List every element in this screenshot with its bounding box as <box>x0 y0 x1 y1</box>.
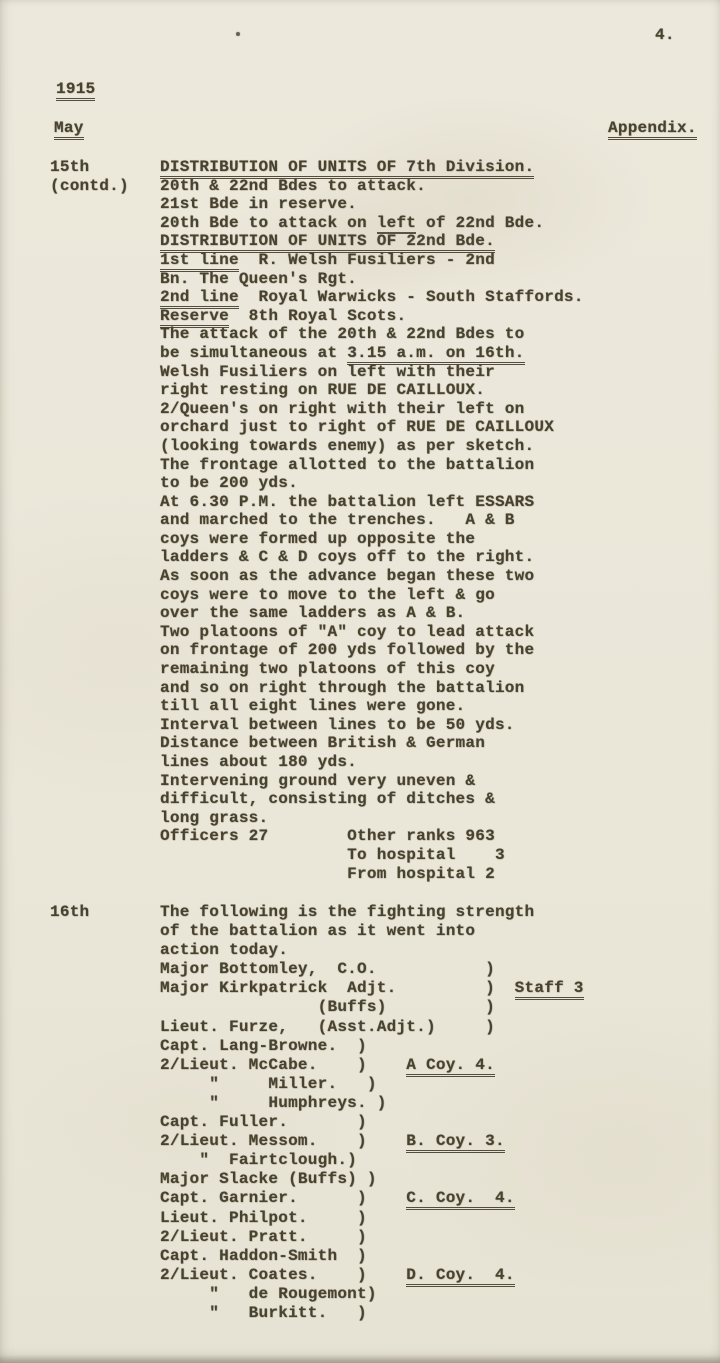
scan-edge-shadow <box>0 1355 720 1363</box>
document-line: Major Slacke (Buffs) ) <box>160 1170 377 1189</box>
document-line: " Miller. ) <box>160 1074 377 1093</box>
document-line: 21st Bde in reserve. <box>160 195 358 214</box>
document-line: DISTRIBUTION OF UNITS OF 22nd Bde. <box>160 232 584 251</box>
document-line: long grass. <box>160 808 269 827</box>
document-line: Interval between lines to be 50 yds. <box>160 715 515 734</box>
entry-date: 15th (contd.) <box>50 158 129 195</box>
document-line: of the battalion as it went into <box>160 922 476 941</box>
document-line: 20th Bde to attack on left of 22nd Bde. <box>160 213 545 232</box>
document-line: 2/Lieut. Pratt. ) <box>160 1227 367 1246</box>
document-line: (Buffs) ) <box>160 998 495 1017</box>
document-line: ladders & C & D coys off to the right. <box>160 548 535 567</box>
document-line: Reserve 8th Royal Scots. <box>160 307 584 326</box>
document-line: 20th & 22nd Bdes to attack. <box>160 176 426 195</box>
document-line: Welsh Fusiliers on left with their <box>160 362 495 381</box>
document-line: Capt. Garnier. ) C. Coy. 4. <box>160 1189 584 1208</box>
month-heading <box>54 119 84 137</box>
ink-speck <box>236 32 240 36</box>
document-line: orchard just to right of RUE DE CAILLOUX <box>160 418 555 437</box>
document-line: lines about 180 yds. <box>160 753 358 771</box>
document-line: and so on right through the battalion <box>160 678 525 697</box>
document-line: The attack of the 20th & 22nd Bdes to <box>160 325 525 344</box>
document-line: Two platoons of "A" coy to lead attack <box>160 622 535 641</box>
year-text: 1915 <box>56 80 95 101</box>
document-line: on frontage of 200 yds followed by the <box>160 641 535 660</box>
document-line: At 6.30 P.M. the battalion left ESSARS <box>160 492 535 511</box>
document-line: Bn. The Queen's Rgt. <box>160 269 358 288</box>
document-line: The following is the fighting strength <box>160 903 535 921</box>
entry-body <box>160 903 584 1323</box>
document-line: " Fairtclough.) <box>160 1151 358 1170</box>
document-line: to be 200 yds. <box>160 474 298 493</box>
document-line: difficult, consisting of ditches & <box>160 790 495 809</box>
appendix-text: Appendix. <box>608 119 697 140</box>
document-line: " de Rougemont) <box>160 1284 377 1303</box>
document-line: To hospital 3 <box>160 845 505 864</box>
document-line: From hospital 2 <box>160 864 495 883</box>
entry-body <box>160 158 584 883</box>
document-line: Capt. Lang-Browne. ) <box>160 1036 367 1055</box>
document-line: Major Kirkpatrick Adjt. ) Staff 3 <box>160 979 584 998</box>
document-line: 2/Lieut. Messom. ) B. Coy. 3. <box>160 1132 584 1151</box>
month-text: May <box>54 119 84 140</box>
document-line: coys were to move to the left & go <box>160 585 495 604</box>
document-line: Distance between British & German <box>160 734 486 753</box>
entry-date: 16th <box>50 903 90 921</box>
document-line: " Burkitt. ) <box>160 1303 367 1322</box>
document-line: " Humphreys. ) <box>160 1093 387 1112</box>
document-line: Capt. Fuller. ) <box>160 1113 367 1132</box>
document-line: be simultaneous at 3.15 a.m. on 16th. <box>160 344 584 363</box>
document-line: 2/Lieut. McCabe. ) A Coy. 4. <box>160 1056 584 1075</box>
document-line: 2/Queen's on right with their left on <box>160 399 525 418</box>
document-line: Officers 27 Other ranks 963 <box>160 827 495 846</box>
document-line: Lieut. Furze, (Asst.Adjt.) ) <box>160 1017 495 1036</box>
document-line: till all eight lines were gone. <box>160 697 466 716</box>
document-line: right resting on RUE DE CAILLOUX. <box>160 381 486 400</box>
document-line: action today. <box>160 941 289 960</box>
appendix-heading <box>608 119 697 137</box>
document-line: Capt. Haddon-Smith ) <box>160 1246 367 1265</box>
document-line: over the same ladders as A & B. <box>160 604 466 623</box>
page-number: 4. <box>655 26 675 44</box>
document-line: and marched to the trenches. A & B <box>160 511 515 530</box>
document-line: Major Bottomley, C.O. ) <box>160 960 495 979</box>
document-line: Lieut. Philpot. ) <box>160 1208 367 1227</box>
document-line: remaining two platoons of this coy <box>160 660 495 679</box>
document-line: As soon as the advance began these two <box>160 567 535 586</box>
document-line: 2nd line Royal Warwicks - South Staffords. <box>160 288 584 307</box>
document-line: coys were formed up opposite the <box>160 529 476 548</box>
document-line: 1st line R. Welsh Fusiliers - 2nd <box>160 251 584 270</box>
document-line: DISTRIBUTION OF UNITS OF 7th Division. <box>160 158 584 177</box>
document-line: Intervening ground very uneven & <box>160 771 476 790</box>
year-heading <box>56 80 95 98</box>
document-line: The frontage allotted to the battalion <box>160 455 535 474</box>
document-line: 2/Lieut. Coates. ) D. Coy. 4. <box>160 1266 584 1285</box>
document-line: (looking towards enemy) as per sketch. <box>160 436 535 455</box>
